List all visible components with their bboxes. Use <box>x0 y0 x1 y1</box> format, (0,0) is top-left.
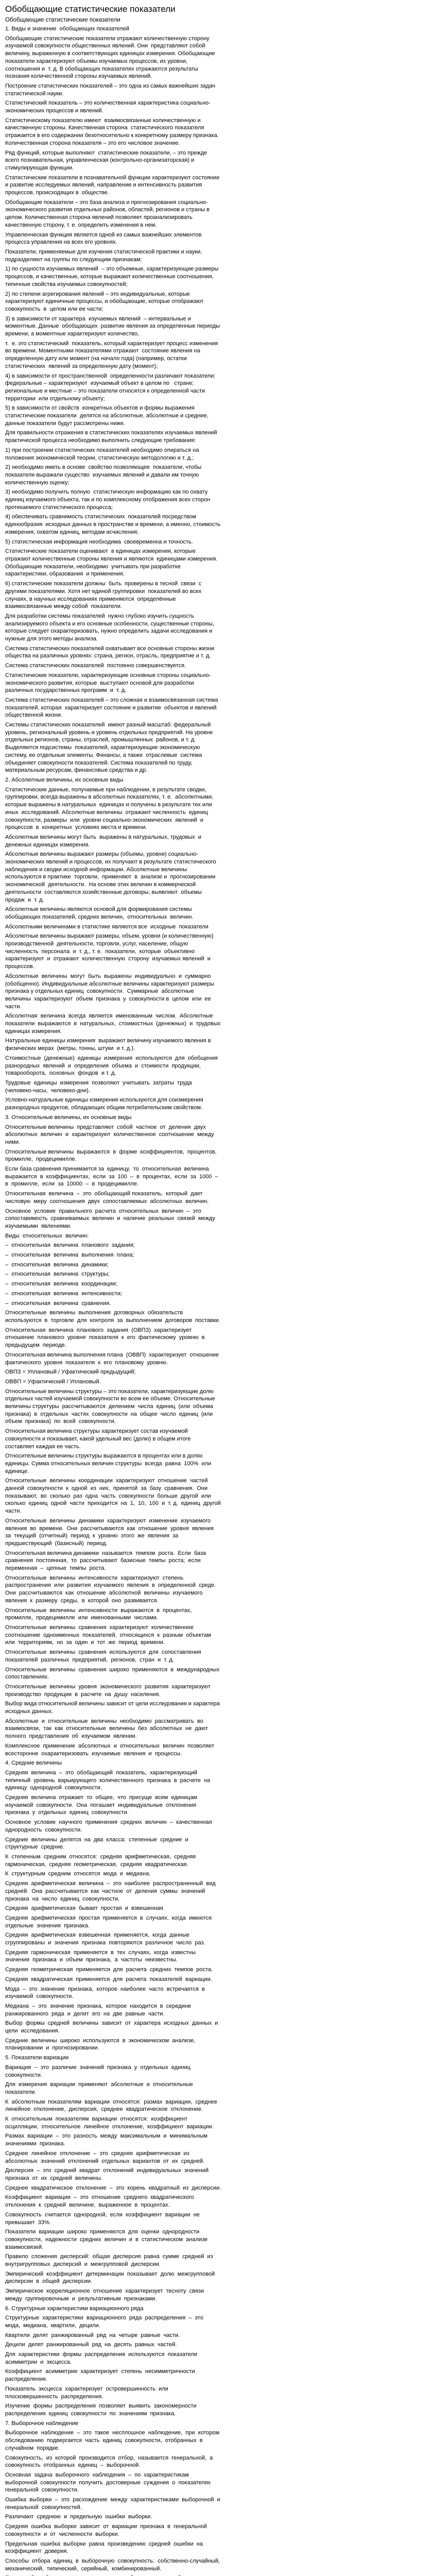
paragraph: Статистические показатели, характеризующие основные стороны социально-экономического развития, которые выступают основой для разработки различных государственных программ и т. д. <box>5 672 211 694</box>
paragraph: Средняя квадратическая применяется для расчета показателей вариации. <box>5 1976 212 1982</box>
paragraph: ОВВП = Уфактический / Уплановый. <box>5 1378 101 1385</box>
paragraph: Коэффициент вариации – это отношение среднего квадратического отклонения к средней величине, выраженное в процентах. <box>5 2194 198 2209</box>
paragraph: Построение статистических показателей – это одна из самых важнейших задач статистической науки. <box>5 82 217 97</box>
paragraph: Выбор вида относительной величины зависит от цели исследования и характера исходных данных. <box>5 1701 221 1715</box>
paragraph: – относительная величина выполнения плана; <box>5 1252 134 1259</box>
paragraph: 2) необходимо иметь в основе свойство позволяющее показатели, чтобы показатели выражали существо изучаемых явлений и давали им точную количественную оценку; <box>5 464 203 486</box>
paragraph: Коэффициент асимметрии характеризует степень несимметричности распределения. <box>5 2368 198 2383</box>
paragraph: Относительные величины динамики характеризуют изменение изучаемого явления во времени. Они рассчитываются как отношение уровня явления за текущий (отчетный) период к уровню этого же явления за предшествующий (базисный) период. <box>5 1517 217 1547</box>
paragraph: Эмпирический коэффициент детерминации показывает долю межгрупповой дисперсии в общей дисперсии. <box>5 2270 218 2285</box>
paragraph: Средняя величина – это обобщающий показатель, характеризующий типичный уровень варьирующего количественного признака в расчете на единицу однородной совокупности. <box>5 1769 214 1791</box>
paragraph: 5. Показатели вариации <box>5 2055 69 2061</box>
paragraph: Медиана – это значение признака, которое находится в середине ранжированного ряда и делит его на две равные части. <box>5 2003 195 2017</box>
paragraph: Система статистических показателей – это сложная и взаимосвязанная система показателей, которая характеризует состояние и развитие объектов и явлений общественной жизни. <box>5 697 220 719</box>
paragraph: 4) в зависимости от пространственной определенности различают показатели: федеральные – характеризуют изучаемый объект в целом по стране; региональные и местные – это показатели относятся к определенной части территории или отдельному объекту; <box>5 372 217 402</box>
paragraph: Средние величины делятся на два класса: степенные средние и структурные средние. <box>5 1836 191 1851</box>
paragraph: – относительная величина структуры; <box>5 1271 110 1278</box>
paragraph: Стоимостные (денежные) единицы измерения используются для обобщения разнородных явлений и определения объема и стоимости продукции, товарооборота, основных фондов и т. д. <box>5 1055 221 1077</box>
paragraph: Трудовые единицы измерения позволяют учитывать затраты труда (человеко-часы, человеко-дни). <box>5 1080 195 1094</box>
paragraph: Средняя арифметическая простая применяется в случаях, когда имеются отдельные значения признака. <box>5 1914 215 1929</box>
paragraph: Показатели вариации широко применяются для оценки однородности совокупности, надежности средних величин и в статистическом анализе взаимосвязей. <box>5 2229 211 2250</box>
paragraph: Мода – это значение признака, которое наиболее часто встречается в изучаемой совокупности. <box>5 1986 208 2000</box>
paragraph: Относительная величина структуры характеризует состав изучаемой совокупности и показывает, какой удельный вес (долю) в общем итоге составляет каждая ее часть. <box>5 1428 193 1450</box>
paragraph: Относительные величины сравнения характеризуют количественное соотношение одноименных показателей, относящихся к разным объектам или территориям, но за один и тот же период времени. <box>5 1624 214 1646</box>
paragraph: Структурные характеристики вариационного ряда распределения – это мода, медиана, квартили, децили. <box>5 2315 207 2329</box>
paragraph: – относительная величина планового задания; <box>5 1242 135 1249</box>
paragraph: 4. Средние величины <box>5 1760 62 1767</box>
paragraph: Управленческая функция является одной из самых важнейших элементов процесса управления на всех его уровнях. <box>5 231 203 246</box>
paragraph: Правило сложения дисперсий: общая дисперсия равна сумме средней из внутригрупповых дисперсий и межгрупповой дисперсии. <box>5 2253 216 2268</box>
paragraph: Относительная величина выполнения плана (ОВВП) характеризует отношение фактического уровня показателя к его плановому уровню. <box>5 1351 222 1366</box>
paragraph: Средняя арифметическая взвешенная применяется, когда данные сгруппированы и значения признака повторяются различное число раз. <box>5 1932 205 1946</box>
paragraph: 7. Выборочное наблюдение <box>5 2420 79 2427</box>
paragraph: Относительные величины структуры выражаются в процентах или в долях единицы. Сумма относительных величин структуры всегда равна 100% или единице. <box>5 1453 215 1475</box>
paragraph: Основное условие научного применения средних величин – качественная однородность совокупности. <box>5 1819 215 1833</box>
paragraph: Для правильности отражения в статистических показателях изучаемых явлений практической процесса необходимо выполнить следующие требования: <box>5 430 219 444</box>
paragraph: Статистические данные, получаемые при наблюдении, в результате сводки, группировки, всегда выражены в абсолютных показателях, т. е. абсолютными, которые выражены в натуральных единицах и получены в результате тех или иных исследований. Абсолютные величины отражают численность единиц совокупности, размеры или уровни социально-экономических явлений и процессов в конкретных условиях места и времени. <box>5 786 215 831</box>
paragraph: Средняя гармоническая применяется в тех случаях, когда известны значения признака и объем признака, а частоты неизвестны. <box>5 1949 199 1963</box>
paragraph: т. е. это статистический показатель, который характеризует процесс изменения во времени. Моментными показателями отражают состояние явления на определенную дату или момент (на начало года) (например, остатки статистических явлений за определенную дату (момент); <box>5 340 220 369</box>
paragraph: Статистический показатель – это количественная характеристика социально-экономических процессов и явлений. <box>5 100 211 114</box>
paragraph: Средняя величина отражает то общее, что присуще всем единицам изучаемой совокупности. Она погашает индивидуальные отклонения признака у отдельных единиц совокупности. <box>5 1794 201 1816</box>
paragraph: К относительным показателям вариации относятся: коэффициент осцилляции, относительное линейное отклонение, коэффициент вариации. <box>5 2116 214 2130</box>
paragraph: Обобщающие показатели – это база анализа и прогнозирования социально-экономического развития отдельных районов, областей, регионов и страны в целом. Количественная сторона явлений позволяет проанализировать качественную сторону, т. е. определить изменения в нем. <box>5 199 212 228</box>
paragraph: Абсолютные и относительные величины необходимо рассматривать во взаимосвязи, так как относительные величины без абсолютных не дают полного представления об изучаемом явлении. <box>5 1718 212 1740</box>
paragraph: Средняя геометрическая применяется для расчета средних темпов роста. <box>5 1967 213 1973</box>
paragraph: Ошибка выборки – это расхождение между характеристиками выборочной и генеральной совокупностей. <box>5 2497 223 2511</box>
paragraph: 3. Относительные величины, их основные виды <box>5 1114 132 1121</box>
paragraph: – относительная величина интенсивности; <box>5 1290 123 1297</box>
paragraph: Для измерения вариации применяют абсолютные и относительные показатели. <box>5 2081 196 2095</box>
paragraph: Абсолютные величины могут быть выражены в натуральных, трудовых и денежных единицах измерения. <box>5 834 203 848</box>
paragraph: Системы статистических показателей имеют разный масштаб: федеральный уровень, региональный уровень и уровень отдельных предприятий. На уровне отдельных регионов, страны, отраслей, промышленных районов, и т. д. Выделяются подсистемы показателей, характеризующие экономическую систему, ее отдельные элементы. Финансы, а также отраслевые система объединяет совокупности показателей. Система показателей по труду, материальным ресурсам, финансовые средства и др. <box>5 722 215 774</box>
paragraph: Относительные величины интенсивности характеризуют степень распространения или развития изучаемого явления в определенной среде. Они рассчитываются как отношение абсолютной величины изучаемого явления к размеру среды, в которой оно развивается. <box>5 1574 219 1604</box>
paragraph: 3) в зависимости от характера изучаемых явлений – интервальные и моментные. Данные обобщающих развитие явления за определенные периоды времени, а моментные характеризуют количество, <box>5 315 222 337</box>
paragraph: Предельная ошибка выборки равна произведению средней ошибки на коэффициент доверия. <box>5 2540 206 2555</box>
paragraph: Основное условие правильного расчета относительных величин – это сопоставимость сравниваемых величин и наличие реальных связей между изучаемыми явлениями. <box>5 1208 218 1229</box>
paragraph: Относительные величины интенсивности выражаются в процентах, промилле, продецимилле или именованными числами. <box>5 1607 195 1621</box>
paragraph: Абсолютные величины выражают размеры (объемы, уровни) социально-экономических явлений и процессов, их получают в результате статистического наблюдения и сводки исходной информации. Абсолютные величины используются в практике торговли, применяют в анализе и прогнозировании экономической деятельности. На основе этих величин в коммерческой деятельности составляются хозяйственные договоры, выявляют объемы продаж и т. д. <box>5 851 219 903</box>
paragraph: 2) по степени агрегирования явлений – это индивидуальные, которые характеризуют единичные процессы, и обобщающие, которые отображают совокупность в целом или ее части; <box>5 291 205 312</box>
paragraph: Статистическому показателю имеют взаимосвязанные количественную и качественную стороны. Качественная сторона статистического показателя отражается в его содержании безотносительно к конкретному размеру признака. Количественная сторона показателя – это его числовое значение. <box>5 117 220 146</box>
paragraph: Изучение формы распределения позволяет выявить закономерности распределения единиц совокупности по значениям признака. <box>5 2403 200 2417</box>
paragraph: 2. Абсолютные величины, их основные виды <box>5 776 124 783</box>
paragraph: 3) необходимо получить полную статистическую информацию как по охвату единиц изучаемого объекта, так и по комплексному отображения всех сторон протекаемого статистического процесса; <box>5 489 212 511</box>
paragraph: 6) статистические показатели должны быть проверены в тесной связи с другими показателями. Хотя нет единой группировки показателей во всех случаях, в научных исследованиях применяются определённые взаимосвязанные между собой показатели. <box>5 581 205 610</box>
document-subtitle: Обобщающие статистические показатели <box>5 17 120 23</box>
paragraph: К степенным средним относятся: средняя арифметическая, средняя гармоническая, средняя геометрическая, средняя квадратическая. <box>5 1853 199 1868</box>
paragraph: Обобщающие статистические показатели отражают количественную сторону изучаемой совокупности общественных явлений. Они представляют собой величину, выраженную в соответствующих единицах измерения. Обобщающие показатели характеризуют объемы изучаемых процессов, их уровни, соотношения и т. д. В обобщающих показателях отражаются результаты познания количественной стороны изучаемых явлений. <box>5 35 217 80</box>
paragraph: Относительные величины уровня экономического развития характеризуют производство продукции в расчете на душу населения. <box>5 1683 214 1698</box>
document-body <box>5 25 431 2576</box>
paragraph: Средняя арифметическая величина – это наиболее распространенный вид средней. Она рассчитывается как частное от деления суммы значений признака на число единиц совокупности. <box>5 1880 219 1902</box>
paragraph: Ряд функций, которые выполняют статистические показатели, – это прежде всего познавательная, управленческая (контрольно-организаторская) и стимулирующая функции. <box>5 149 209 171</box>
paragraph: Для разработки системы показателей нужно глубоко изучить сущность анализируемого объекта и его основные особенности, существенные стороны, которые следует охарактеризовать, нужно определить задачи исследования и нужные для этого методы анализа. <box>5 613 216 642</box>
paragraph: 1. Виды и значение обобщающих показателей <box>5 26 129 32</box>
paragraph: Квартили делят ранжированный ряд на четыре равные части. <box>5 2332 180 2338</box>
paragraph: Система статистических показателей постоянно совершенствуется. <box>5 663 186 669</box>
paragraph: Условно-натуральные единицы измерения используются для соизмерения разнородных продуктов, обладающих общим потребительским свойством. <box>5 1097 205 1111</box>
paragraph: – относительная величина координации; <box>5 1281 117 1287</box>
paragraph: Относительные величины сравнения используются для сопоставления показателей различных предприятий, регионов, стран и т. д. <box>5 1649 204 1663</box>
paragraph: Эмпирическое корреляционное отношение характеризует тесноту связи между группировочным и результативным признаками. <box>5 2288 207 2302</box>
paragraph: Вариация – это различие значений признака у отдельных единиц совокупности. <box>5 2064 194 2078</box>
paragraph: Различают среднюю и предельную ошибки выборки. <box>5 2514 152 2520</box>
paragraph: Основная задача выборочного наблюдения – по характеристикам выборочной совокупности получить достоверные суждения о показателях генеральной совокупности. <box>5 2471 214 2494</box>
paragraph: Для характеристики формы распределения используются показатели асимметрии и эксцесса. <box>5 2351 201 2365</box>
paragraph: Способы отбора единиц в выборочную совокупность: собственно-случайный, механический, типический, серийный, комбинированный. <box>5 2557 223 2572</box>
paragraph: 1) при построении статистических показателей необходимо опираться на положения экономической теории, статистическую методологию и т. д.; <box>5 447 201 461</box>
paragraph: 6. Структурные характеристики вариационного ряда <box>5 2305 144 2312</box>
paragraph: Абсолютные величины могут быть выражены индивидуально и суммарно (обобщенно). Индивидуальные абсолютные величины характеризуют размеры признака у отдельных единиц совокупности. Суммарные абсолютные величины характеризуют объем признака у совокупности в целом или ее части. <box>5 973 216 1010</box>
paragraph: Показатели, применяемые для изучения статистической практики и науки, подразделяют на группы по следующим признакам: <box>5 248 204 263</box>
paragraph: Среднее линейное отклонение – это средняя арифметическая из абсолютных значений отклонений отдельных вариантов от их средней. <box>5 2150 205 2164</box>
paragraph: Размах вариации – это разность между максимальным и минимальным значениями признака. <box>5 2133 211 2147</box>
paragraph: Средние величины широко используются в экономическом анализе, планировании и прогнозировании. <box>5 2037 199 2052</box>
paragraph: 4) обеспечивать сравнимость статистических показателей посредством единообразия исходных данных в пространстве и времени, а именно, стоимость измерения, охватом единиц, методам исчисления; <box>5 514 222 535</box>
paragraph: Относительные величины сравнения широко применяются в международных сопоставлениях. <box>5 1666 223 1681</box>
paragraph: – относительная величина динамики; <box>5 1261 109 1268</box>
paragraph: Натуральные единицы измерения выражают величину изучаемого явления в физических мерах (метры, тонны, штуки и т. д.). <box>5 1038 213 1052</box>
paragraph: Дисперсия – это средний квадрат отклонений индивидуальных значений признака от их средней величины. <box>5 2167 212 2181</box>
paragraph: Если база сравнения принимается за единицу, то относительная величина выражается в коэффициентах, если за 100 – в процентах, если за 1000 – в промилле, если за 10000 – в продецимилле. <box>5 1166 221 1188</box>
paragraph: Система статистических показателей охватывает все основные стороны жизни общества на различных уровнях: страна, регион, отрасль, предприятие и т. д. <box>5 645 216 659</box>
paragraph: Относительная величина динамики называется темпом роста. Если база сравнения постоянная, то рассчитывают базисные темпы роста; если переменная – цепные темпы роста. <box>5 1550 210 1572</box>
paragraph: Виды относительных величин: <box>5 1232 89 1239</box>
paragraph: ОВПЗ = Уплановый / Уфактический предыдущий; <box>5 1369 136 1376</box>
paragraph: К структурным средним относятся мода и медиана. <box>5 1871 151 1877</box>
paragraph: Относительные величины представляют собой частное от деления двух абсолютных величин и характеризуют количественное соотношение между ними. <box>5 1124 218 1145</box>
paragraph: Абсолютными величинами в статистике являются все исходные показатели <box>5 923 208 930</box>
paragraph: Средняя арифметическая бывает простая и взвешенная. <box>5 1905 165 1912</box>
paragraph: Средняя ошибка выборки зависит от вариации признака в генеральной совокупности и от численности выборки. <box>5 2523 210 2537</box>
paragraph: Выборочное наблюдение – это такое несплошное наблюдение, при котором обследованию подвергается часть единиц совокупности, отобранных в случайном порядке. <box>5 2430 223 2451</box>
paragraph: Относительная величина планового задания (ОВПЗ) характеризует отношение планового уровня показателя к его фактическому уровню в предыдущем периоде. <box>5 1327 208 1349</box>
paragraph: Относительные величины координации характеризуют отношение частей данной совокупности к одной из них, принятой за базу сравнения. Они показывают, во сколько раз одна часть совокупности больше другой или сколько единиц одной части приходится на 1, 10, 100 и т. д. единиц другой части. <box>5 1478 224 1515</box>
paragraph: Абсолютные величины являются основой для формирования системы обобщающих показателей, средних величин, относительных величин. <box>5 906 194 920</box>
paragraph: Комплексное применение абсолютных и относительных величин позволяет всесторонне охарактеризовать изучаемые явления и процессы. <box>5 1742 218 1757</box>
paragraph: Абсолютная величина всегда является именованным числом. Абсолютные показатели выражаются в натуральных, стоимостных (денежных) и трудовых единицах измерения. <box>5 1013 224 1035</box>
document-title: Обобщающие статистические показатели <box>5 4 176 14</box>
paragraph: Совокупность считается однородной, если коэффициент вариации не превышает 33%. <box>5 2211 203 2226</box>
paragraph: Относительные величины выражаются в форме коэффициентов, процентов, промилле, продецимилле. <box>5 1148 220 1163</box>
paragraph: Статистические показатели оценивают в единицах измерения, которые отражают количественные стороны явления и являются единицами измерения. Обобщающие показатели, необходимо учитывать при разработке характеристики, образования и применения. <box>5 548 219 578</box>
paragraph: 5) статистическая информация необходима своевременна и точность. <box>5 538 193 545</box>
paragraph: Показатель эксцесса характеризует островершинность или плосковершинность распределения. <box>5 2385 171 2400</box>
paragraph: Относительные величины структуры – это показатели, характеризующие долю отдельных частей изучаемой совокупности во всем ее объеме. Относительные величины структуры рассчитываются делением числа единиц (или объема признака) в отдельных частях совокупности на общее число единиц (или объем признака) по всей совокупности. <box>5 1388 217 1425</box>
paragraph: – относительная величина сравнения. <box>5 1300 111 1307</box>
paragraph: Выбор формы средней величины зависит от характера исходных данных и цели исследования. <box>5 2020 221 2035</box>
paragraph: Среднее квадратическое отклонение – это корень квадратный из дисперсии. <box>5 2184 221 2191</box>
paragraph: Относительные величины выполнения договорных обязательств используются в торговле для контроля за выполнением договоров поставки. <box>5 1310 220 1324</box>
paragraph: 1) по сущности изучаемых явлений – это объемные, характеризующие размеры процессов, и качественные, которые выражают количественные соотношения, типичные свойства изучаемых совокупностей; <box>5 266 220 287</box>
paragraph: Статистические показатели в познавательной функции характеризуют состояние и развитие исследуемых явлений, направление и интенсивность развития процессов, происходящих в обществе. <box>5 174 223 196</box>
paragraph: 5) в зависимости от свойств конкретных объектов и формы выражения статистические показатели делятся на абсолютные, абсолютные и средние, данные показатели будут рассмотрены ниже. <box>5 405 210 427</box>
paragraph: Абсолютные величины выражают размеры, объем, уровни (и количественную) производственной деятельности, торговли, услуг, население, общую численность персонала и т. д., т. е. показатели, которые объективно характеризуют и отражают количественную сторону изучаемых явлений и процессов. <box>5 933 215 970</box>
paragraph: Относительная величина – это обобщающий показатель, который дает числовую меру соотношения двух сопоставляемых абсолютных величин. <box>5 1191 209 1205</box>
paragraph: Децили делят ранжированный ряд на десять равных частей. <box>5 2342 177 2348</box>
paragraph: Совокупность, из которой производится отбор, называется генеральной, а совокупность отобранных единиц – выборочной. <box>5 2454 216 2469</box>
paragraph: К абсолютным показателям вариации относятся: размах вариации, среднее линейное отклонение, дисперсия, среднее квадратическое отклонение. <box>5 2098 220 2113</box>
